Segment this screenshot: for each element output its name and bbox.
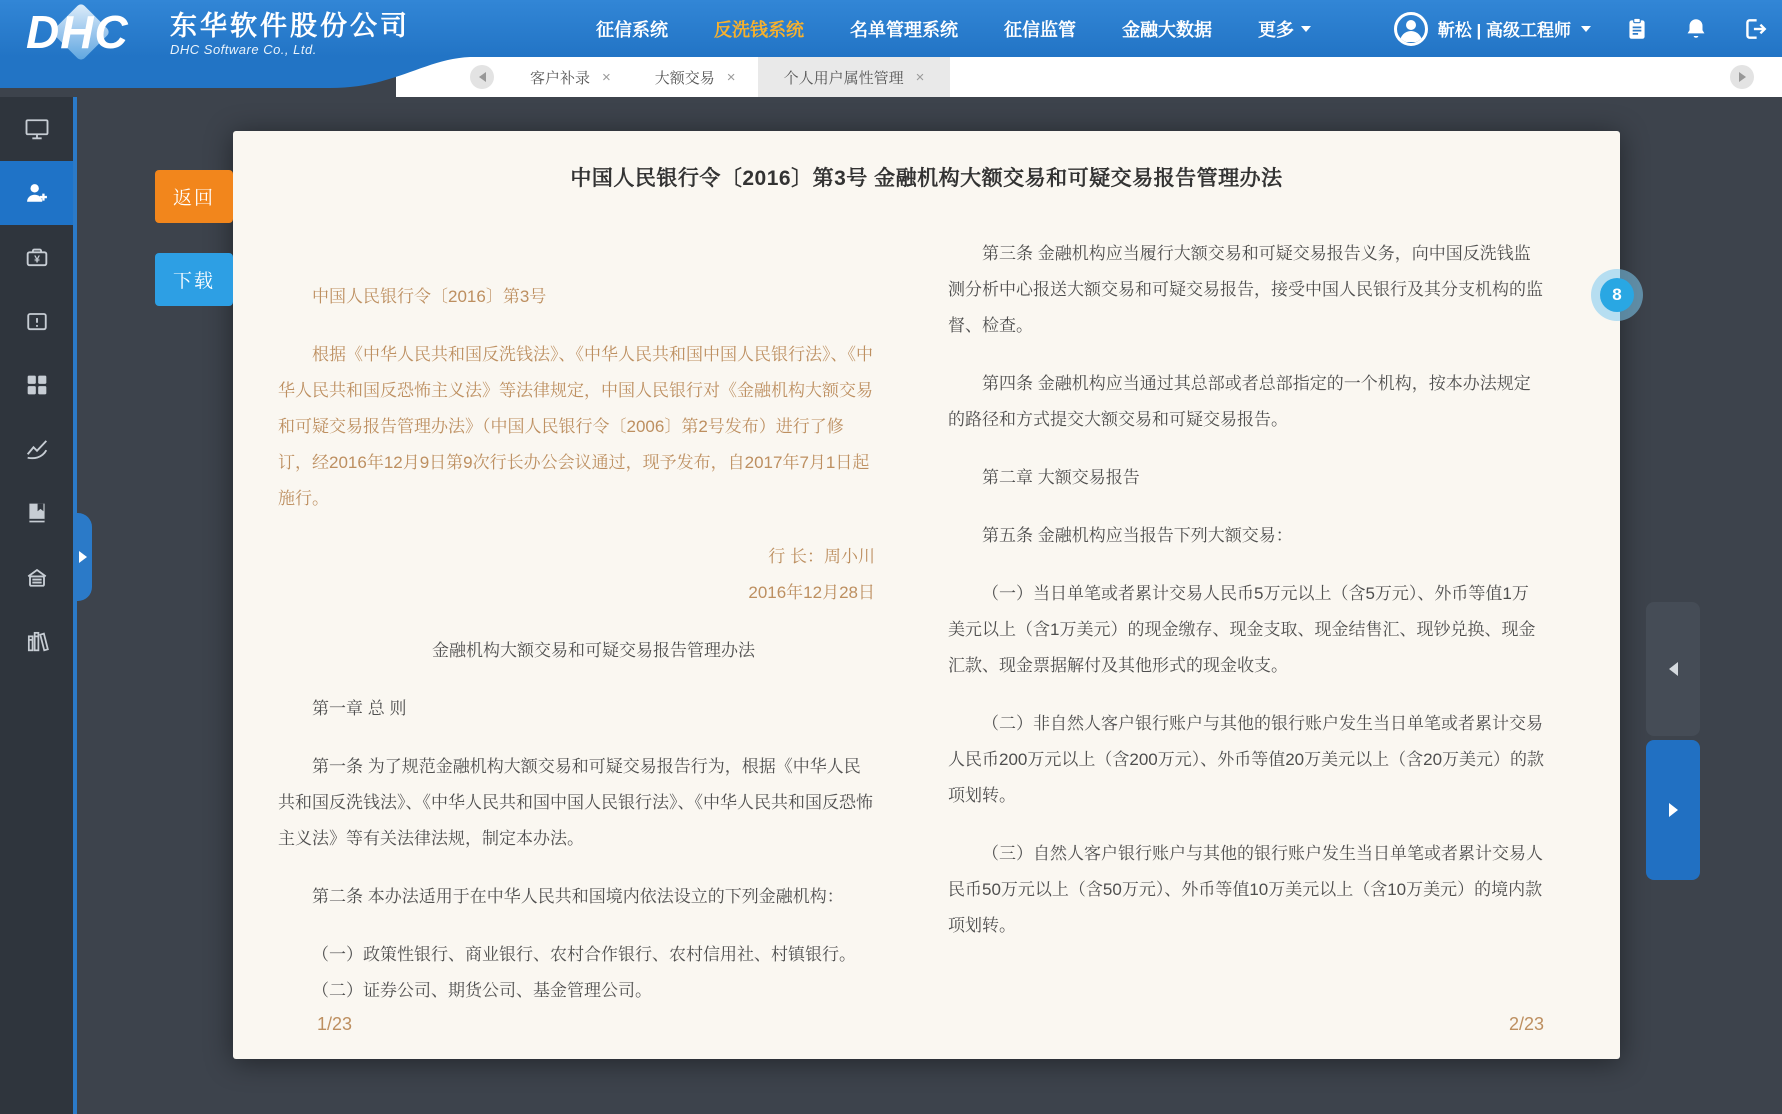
dhc-logo-mark <box>26 7 158 61</box>
open-tabs <box>508 57 950 97</box>
sidebar-item-alert-box[interactable] <box>0 289 73 353</box>
tab-customer-supplement[interactable]: 客户补录 × <box>530 68 611 87</box>
alert-box-icon <box>23 307 51 335</box>
sidebar-item-analytics[interactable] <box>0 417 73 481</box>
nav-item-financial-bigdata[interactable]: 金融大数据 <box>1122 19 1212 40</box>
back-button[interactable]: 返回 <box>155 170 233 223</box>
article-4: 第四条 金融机构应当通过其总部或者总部指定的一个机构，按本办法规定的路径和方式提交大额交易和可疑交易报告。 <box>948 374 1531 429</box>
tabs-scroll-left-button[interactable] <box>470 65 494 89</box>
annotation-badge[interactable] <box>1591 269 1643 321</box>
decree-body: 根据《中华人民共和国反洗钱法》、《中华人民共和国中国人民银行法》、《中华人民共和国反恐怖主义法》等法律规定，中国人民银行对《金融机构大额交易和可疑交易报告管理办法》（中国人民银行令〔2006〕第2号发布）进行了修订，经2016年12月9日第9次行长办公会议通过，现予发布，自2017年7月1日起施行。 <box>278 345 873 508</box>
nav-item-credit-supervision[interactable]: 征信监管 <box>1004 19 1076 40</box>
document-pages <box>233 192 1620 1009</box>
sidebar-item-apps-grid[interactable] <box>0 353 73 417</box>
next-page-button[interactable] <box>1646 740 1700 880</box>
user-menu[interactable] <box>1394 12 1591 46</box>
company-name-en: DHC Software Co., Ltd. <box>170 42 317 57</box>
cash-box-icon <box>23 243 51 271</box>
document-page-1 <box>278 236 875 1009</box>
grid-icon <box>23 371 51 399</box>
sidebar-expand-handle[interactable] <box>73 513 92 601</box>
company-logo <box>26 7 410 61</box>
tab-large-transactions[interactable]: 大额交易 × <box>654 68 736 87</box>
sidebar-item-cash-box[interactable] <box>0 225 73 289</box>
avatar <box>1394 12 1428 46</box>
sidebar-item-monitor[interactable] <box>0 97 73 161</box>
monitor-icon <box>23 115 51 143</box>
document-viewer <box>233 131 1620 1059</box>
sidebar-item-person-add[interactable] <box>0 161 73 225</box>
article-5-item-2: （二）非自然人客户银行账户与其他的银行账户发生当日单笔或者累计交易人民币200万元以上（含200万元）、外币等值20万美元以上（含20万美元）的款项划转。 <box>948 714 1545 805</box>
main-nav <box>596 0 1311 57</box>
decree-signer: 行 长：周小川 <box>768 547 875 566</box>
page-pager <box>1646 602 1700 880</box>
page-number-right: 2/23 <box>1508 1014 1544 1034</box>
download-button[interactable]: 下载 <box>155 253 233 306</box>
page-number-left: 1/23 <box>317 1014 353 1034</box>
decree-sign-date: 2016年12月28日 <box>748 583 875 602</box>
chevron-right-icon <box>1739 72 1746 82</box>
sidebar-item-book[interactable] <box>0 481 73 545</box>
document-title: 中国人民银行令〔2016〕第3号 金融机构大额交易和可疑交易报告管理办法 <box>570 167 1283 190</box>
logo-brand-text: DHC <box>26 6 129 58</box>
article-5-item-3: （三）自然人客户银行账户与其他的银行账户发生当日单笔或者累计交易人民币50万元以上（含50万元）、外币等值10万美元以上（含10万美元）的境内款项划转。 <box>948 844 1543 935</box>
article-5-item-1: （一）当日单笔或者累计交易人民币5万元以上（含5万元）、外币等值1万美元以上（含1万美元）的现金缴存、现金支取、现金结售汇、现钞兑换、现金汇款、现金票据解付及其他形式的现金收支。 <box>948 584 1536 675</box>
bell-icon[interactable] <box>1682 15 1709 42</box>
article-2-item-1: （一）政策性银行、商业银行、农村合作银行、农村信用社、村镇银行。 <box>312 945 856 964</box>
nav-item-aml-system[interactable]: 反洗钱系统 <box>714 19 804 40</box>
header-user-area <box>1394 0 1768 57</box>
tabs-scroll-right-button[interactable] <box>1730 65 1754 89</box>
close-icon[interactable]: × <box>726 68 736 86</box>
chapter-1-heading: 第一章 总 则 <box>312 699 407 718</box>
line-chart-icon <box>23 435 51 463</box>
badge-count: 8 <box>1600 278 1634 312</box>
sidebar-item-archive[interactable] <box>0 545 73 609</box>
close-icon[interactable]: × <box>602 68 611 86</box>
book-icon <box>23 499 51 527</box>
svg-text:¥: ¥ <box>33 253 40 266</box>
decree-heading: 中国人民银行令〔2016〕第3号 <box>312 287 547 306</box>
sidebar <box>0 97 73 1114</box>
article-2: 第二条 本办法适用于在中华人民共和国境内依法设立的下列金融机构： <box>312 887 844 906</box>
person-add-icon <box>23 179 51 207</box>
document-page-2 <box>948 236 1545 1009</box>
nav-item-more[interactable]: 更多 <box>1258 16 1311 42</box>
tab-strip <box>396 57 1782 97</box>
article-2-item-2: （二）证券公司、期货公司、基金管理公司。 <box>312 981 652 1000</box>
chevron-right-icon <box>1669 803 1678 817</box>
library-icon <box>23 627 51 655</box>
company-name-cn: 东华软件股份公司 <box>170 11 410 41</box>
close-icon[interactable]: × <box>915 68 925 86</box>
doc-subtitle: 金融机构大额交易和可疑交易报告管理办法 <box>432 641 755 660</box>
chapter-2-heading: 第二章 大额交易报告 <box>982 468 1140 487</box>
chevron-right-icon <box>79 551 87 563</box>
sidebar-item-library[interactable] <box>0 609 73 673</box>
article-5: 第五条 金融机构应当报告下列大额交易： <box>982 526 1293 545</box>
article-1: 第一条 为了规范金融机构大额交易和可疑交易报告行为，根据《中华人民共和国反洗钱法》、《中华人民共和国中国人民银行法》、《中华人民共和国反恐怖主义法》等有关法律法规，制定本办法。 <box>278 757 873 848</box>
article-3: 第三条 金融机构应当履行大额交易和可疑交易报告义务，向中国反洗钱监测分析中心报送大额交易和可疑交易报告，接受中国人民银行及其分支机构的监督、检查。 <box>948 244 1543 335</box>
sidebar-accent-stripe <box>73 97 77 1114</box>
clipboard-icon[interactable] <box>1623 15 1650 42</box>
user-name-role: 靳松 | 高级工程师 <box>1437 21 1571 40</box>
archive-icon <box>23 563 51 591</box>
chevron-down-icon <box>1301 26 1311 32</box>
nav-item-list-management[interactable]: 名单管理系统 <box>850 19 958 40</box>
tab-personal-user-attributes[interactable]: 个人用户属性管理 × <box>758 57 951 97</box>
chevron-left-icon <box>479 72 486 82</box>
chevron-down-icon <box>1581 26 1591 32</box>
logout-icon[interactable] <box>1741 15 1768 42</box>
prev-page-button[interactable] <box>1646 602 1700 736</box>
header-swoosh-shape <box>0 57 470 88</box>
chevron-left-icon <box>1669 662 1678 676</box>
nav-item-credit-system[interactable]: 征信系统 <box>596 19 668 40</box>
